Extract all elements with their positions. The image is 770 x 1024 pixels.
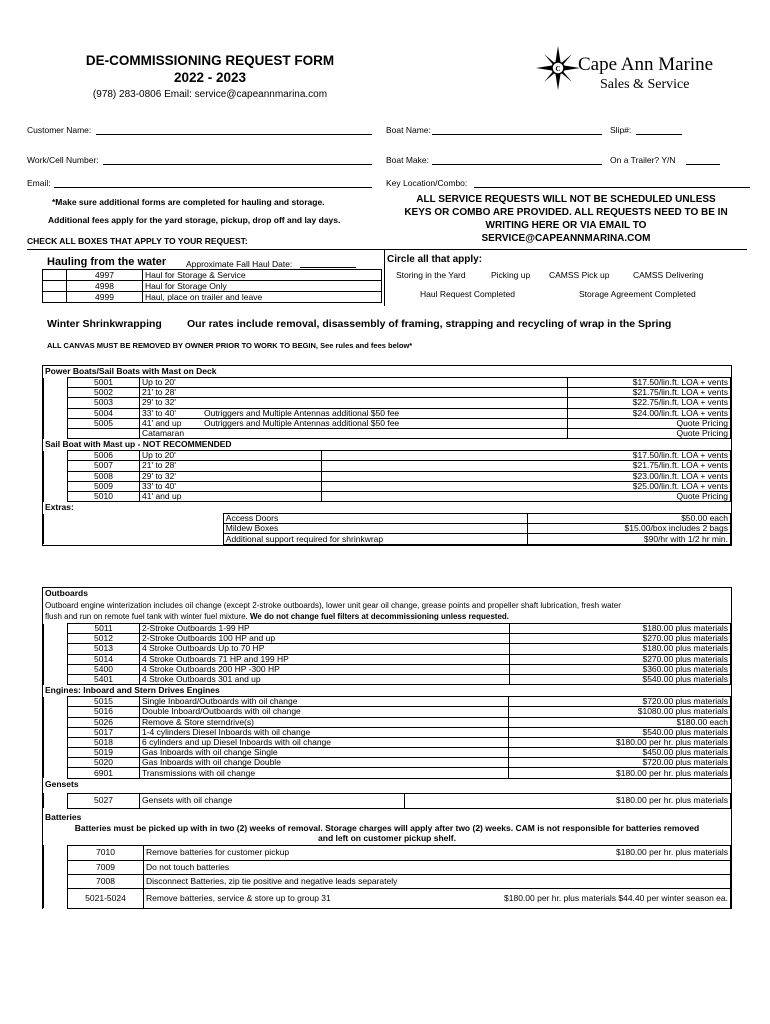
desc-text: Catamaran xyxy=(142,428,185,439)
work-cell-label: Work/Cell Number: xyxy=(27,155,99,165)
option-storage-agreement[interactable]: Storage Agreement Completed xyxy=(579,289,696,299)
price-cell: $21.75/lin.ft. LOA + vents xyxy=(567,388,730,398)
email-field[interactable] xyxy=(54,187,372,188)
code-cell: 6901 xyxy=(68,768,140,778)
table-row xyxy=(44,418,731,428)
engines-heading: Engines: Inboard and Stern Drives Engines xyxy=(45,685,220,696)
customer-name-field[interactable] xyxy=(96,134,372,135)
batteries-note xyxy=(43,823,731,845)
canvas-note: ALL CANVAS MUST BE REMOVED BY OWNER PRIOR TO WORK TO BEGIN, See rules and fees below* xyxy=(47,341,413,350)
batteries-heading: Batteries xyxy=(45,811,82,822)
checkbox-cell[interactable] xyxy=(43,292,67,303)
checkbox-cell[interactable] xyxy=(44,461,68,471)
checkbox-cell[interactable] xyxy=(44,845,68,860)
logo-name: Cape Ann Marine xyxy=(578,54,714,75)
code-cell: 4997 xyxy=(67,270,143,281)
outboards-desc-line: Outboard engine winterization includes oil change (except 2-stroke outboards), lower unit gear oil change, grease points and propeller shaft lubrication, fresh water xyxy=(45,601,621,610)
table-row xyxy=(44,461,731,471)
price-cell xyxy=(454,874,731,888)
table-row xyxy=(44,624,731,634)
checkbox-cell[interactable] xyxy=(44,793,68,808)
price-cell: $720.00 plus materials xyxy=(508,758,730,768)
code-cell: 5003 xyxy=(68,398,140,408)
desc-cell: 1-4 cylinders Diesel Inboards with oil change xyxy=(140,727,509,737)
haul-date-label: Approximate Fall Haul Date: xyxy=(186,259,293,269)
desc-cell xyxy=(140,378,568,388)
price-cell: $180.00 each xyxy=(508,717,730,727)
price-cell: $180.00 plus materials xyxy=(510,624,731,634)
code-cell: 5021-5024 xyxy=(68,888,144,908)
compass-rose-icon xyxy=(536,46,580,90)
extra-text: Outriggers and Multiple Antennas additional $50 fee xyxy=(204,417,400,428)
desc-cell xyxy=(140,388,568,398)
price-cell: $17.50/lin.ft. LOA + vents xyxy=(567,378,730,388)
table-row xyxy=(44,874,731,888)
table-row xyxy=(44,378,731,388)
note-make-sure: *Make sure additional forms are completed for hauling and storage. xyxy=(52,197,325,207)
checkbox-cell[interactable] xyxy=(44,644,68,654)
price-cell: $270.00 plus materials xyxy=(510,634,731,644)
desc-cell: 4 Stroke Outboards 71 HP and 199 HP xyxy=(140,654,510,664)
batteries-note-line: and left on customer pickup shelf. xyxy=(318,832,456,843)
desc-text: 33' to 40' xyxy=(142,407,176,418)
price-cell: $540.00 plus materials xyxy=(508,727,730,737)
trailer-field[interactable] xyxy=(686,164,720,165)
desc-cell: Gas Inboards with oil change Double xyxy=(140,758,509,768)
desc-cell: Disconnect Batteries, zip tie positive and negative leads separately xyxy=(144,874,454,888)
checkbox-cell[interactable] xyxy=(44,378,68,388)
table-row xyxy=(44,860,731,874)
sail-boats-table xyxy=(43,450,731,502)
price-cell: $50.00 each xyxy=(527,514,730,524)
code-cell: 5009 xyxy=(68,481,140,491)
code-cell: 5010 xyxy=(68,491,140,501)
price-cell: Quote Pricing xyxy=(321,491,730,501)
desc-cell: Remove batteries, service & store up to group 31 xyxy=(144,888,454,908)
checkbox-cell[interactable] xyxy=(44,758,68,768)
price-cell: $17.50/lin.ft. LOA + vents xyxy=(321,451,730,461)
code-cell: 5015 xyxy=(68,697,140,707)
contact-line: (978) 283-0806 Email: service@capeannmarina.com xyxy=(92,89,328,100)
engines-table xyxy=(43,696,731,779)
extras-table xyxy=(43,513,731,545)
shrink-title: Winter Shrinkwrapping xyxy=(47,318,162,330)
table-row xyxy=(44,664,731,674)
service-notice-line: SERVICE@CAPEANNMARINA.COM xyxy=(481,233,651,244)
desc-cell: Do not touch batteries xyxy=(144,860,454,874)
desc-cell: Haul for Storage & Service xyxy=(143,270,382,281)
code-cell: 5014 xyxy=(68,654,140,664)
checkbox-cell[interactable] xyxy=(44,717,68,727)
table-row xyxy=(44,748,731,758)
price-cell: $22.75/lin.ft. LOA + vents xyxy=(567,398,730,408)
extra-text: Outriggers and Multiple Antennas additional $50 fee xyxy=(204,407,400,418)
code-cell: 5008 xyxy=(68,471,140,481)
code-cell: 5018 xyxy=(68,737,140,747)
work-cell-field[interactable] xyxy=(103,164,372,165)
code-cell: 5005 xyxy=(68,418,140,428)
price-cell: $180.00 plus materials xyxy=(510,644,731,654)
price-cell: Quote Pricing xyxy=(567,418,730,428)
desc-cell xyxy=(140,418,568,428)
checkbox-cell[interactable] xyxy=(44,634,68,644)
price-cell: $180.00 per hr. plus materials $44.40 per winter season ea. xyxy=(454,888,731,908)
checkbox-cell[interactable] xyxy=(44,624,68,634)
email-label: Email: xyxy=(27,178,51,188)
outboards-desc-bold: We do not change fuel filters at decommissioning unless requested. xyxy=(250,612,510,621)
table-row xyxy=(44,481,731,491)
desc-cell: 41' and up xyxy=(140,491,322,501)
code-cell: 5011 xyxy=(68,624,140,634)
form-year: 2022 - 2023 xyxy=(173,70,247,85)
service-notice-line: KEYS OR COMBO ARE PROVIDED. ALL REQUESTS NEED TO BE IN xyxy=(404,207,728,218)
code-cell: 5006 xyxy=(68,451,140,461)
table-row xyxy=(44,534,731,544)
desc-cell: 33' to 40' xyxy=(140,481,322,491)
desc-cell: 2-Stroke Outboards 100 HP and up xyxy=(140,634,510,644)
desc-cell: 21' to 28' xyxy=(140,461,322,471)
customer-name-label: Customer Name: xyxy=(27,125,92,135)
price-cell: $720.00 plus materials xyxy=(508,697,730,707)
desc-cell: Gensets with oil change xyxy=(140,793,405,808)
price-cell: $180.00 per hr. plus materials xyxy=(405,793,731,808)
code-cell: 5002 xyxy=(68,388,140,398)
desc-cell: Gas Inboards with oil change Single xyxy=(140,748,509,758)
code-cell: 5004 xyxy=(68,408,140,418)
desc-cell: Access Doors xyxy=(223,514,527,524)
checkbox-cell[interactable] xyxy=(44,654,68,664)
code-cell: 7008 xyxy=(68,874,144,888)
table-row xyxy=(44,758,731,768)
desc-cell: 4 Stroke Outboards 301 and up xyxy=(140,674,510,684)
code-cell xyxy=(68,428,140,438)
checkbox-cell[interactable] xyxy=(43,281,67,292)
checkbox-cell[interactable] xyxy=(44,471,68,481)
table-row xyxy=(44,398,731,408)
checkbox-cell[interactable] xyxy=(44,727,68,737)
shrink-section xyxy=(42,365,732,546)
code-cell: 5401 xyxy=(68,674,140,684)
desc-cell: Additional support required for shrinkwrap xyxy=(223,534,527,544)
table-row xyxy=(44,707,731,717)
code-cell: 7010 xyxy=(68,845,144,860)
batteries-note-line: Batteries must be picked up with in two (2) weeks of removal. Storage charges will apply after two (2) weeks. CAM is not responsible for batteries removed xyxy=(74,822,700,833)
checkbox-cell[interactable] xyxy=(44,451,68,461)
table-row xyxy=(44,768,731,778)
svg-text:C: C xyxy=(555,65,561,73)
table-row xyxy=(44,451,731,461)
code-cell: 5019 xyxy=(68,748,140,758)
table-row xyxy=(44,388,731,398)
table-row xyxy=(44,428,731,438)
shrink-subtitle: Our rates include removal, disassembly of framing, strapping and recycling of wrap in the Spring xyxy=(187,318,672,330)
engine-section xyxy=(42,587,732,909)
table-row xyxy=(44,644,731,654)
table-row xyxy=(44,737,731,747)
price-cell: $450.00 plus materials xyxy=(508,748,730,758)
table-row xyxy=(44,845,731,860)
checkbox-cell[interactable] xyxy=(44,408,68,418)
boat-name-field[interactable] xyxy=(432,134,602,135)
table-row xyxy=(44,634,731,644)
gensets-heading: Gensets xyxy=(45,778,79,789)
price-cell: $1080.00 plus materials xyxy=(508,707,730,717)
price-cell: Quote Pricing xyxy=(567,428,730,438)
desc-cell xyxy=(140,408,568,418)
desc-cell: Single Inboard/Outboards with oil change xyxy=(140,697,509,707)
desc-cell: 6 cylinders and up Diesel Inboards with oil change xyxy=(140,737,509,747)
checkbox-cell[interactable] xyxy=(44,860,68,874)
slip-label: Slip#: xyxy=(610,125,632,135)
outboards-desc-text: flush and run on remote fuel tank with winter fuel mixture. xyxy=(45,612,250,621)
table-row xyxy=(44,888,731,908)
service-notice xyxy=(386,193,746,245)
power-boats-heading: Power Boats/Sail Boats with Mast on Deck xyxy=(45,366,217,376)
desc-cell: Remove & Store sterndrive(s) xyxy=(140,717,509,727)
desc-cell: Mildew Boxes xyxy=(223,524,527,534)
table-row xyxy=(44,674,731,684)
checkbox-cell[interactable] xyxy=(44,697,68,707)
hauling-table xyxy=(42,269,382,303)
price-cell: $23.00/lin.ft. LOA + vents xyxy=(321,471,730,481)
table-row xyxy=(43,281,382,292)
sail-boats-heading: Sail Boat with Mast up - NOT RECOMMENDED xyxy=(45,439,232,450)
table-row xyxy=(43,270,382,281)
code-cell: 4999 xyxy=(67,292,143,303)
table-row xyxy=(44,793,731,808)
checkbox-cell[interactable] xyxy=(44,428,68,438)
divider xyxy=(384,250,385,306)
checkbox-cell[interactable] xyxy=(44,674,68,684)
table-row xyxy=(44,654,731,664)
table-row xyxy=(44,717,731,727)
code-cell: 7009 xyxy=(68,860,144,874)
code-cell: 5001 xyxy=(68,378,140,388)
key-location-label: Key Location/Combo: xyxy=(386,178,468,188)
outboards-description xyxy=(43,599,731,623)
outboards-heading: Outboards xyxy=(45,588,88,598)
option-storing[interactable]: Storing in the Yard xyxy=(396,270,466,280)
checkbox-cell[interactable] xyxy=(44,737,68,747)
checkbox-cell[interactable] xyxy=(44,398,68,408)
checkbox-cell[interactable] xyxy=(44,481,68,491)
outboards-table xyxy=(43,623,731,685)
code-cell: 5017 xyxy=(68,727,140,737)
desc-cell: Double Inboard/Outboards with oil change xyxy=(140,707,509,717)
desc-cell: Transmissions with oil change xyxy=(140,768,509,778)
checkbox-cell[interactable] xyxy=(44,514,224,524)
checkbox-cell[interactable] xyxy=(43,270,67,281)
desc-cell: Up to 20' xyxy=(140,451,322,461)
option-camss-pickup[interactable]: CAMSS Pick up xyxy=(549,270,610,280)
price-cell: $90/hr with 1/2 hr min. xyxy=(527,534,730,544)
checkbox-cell[interactable] xyxy=(44,418,68,428)
code-cell: 5020 xyxy=(68,758,140,768)
code-cell: 5013 xyxy=(68,644,140,654)
checkbox-cell[interactable] xyxy=(44,707,68,717)
code-cell: 5027 xyxy=(68,793,140,808)
haul-date-field[interactable] xyxy=(300,267,356,268)
desc-text: 41' and up xyxy=(142,417,182,428)
desc-text: 21' to 28' xyxy=(142,387,176,398)
table-row xyxy=(44,727,731,737)
checkbox-cell[interactable] xyxy=(44,491,68,501)
outboards-desc-line xyxy=(45,611,729,622)
desc-cell: 4 Stroke Outboards Up to 70 HP xyxy=(140,644,510,654)
price-cell: $24.00/lin.ft. LOA + vents xyxy=(567,408,730,418)
table-row xyxy=(44,408,731,418)
checkbox-cell[interactable] xyxy=(44,768,68,778)
price-cell: $270.00 plus materials xyxy=(510,654,731,664)
circle-title: Circle all that apply: xyxy=(387,254,483,265)
hauling-title: Hauling from the water xyxy=(47,256,167,268)
gensets-table xyxy=(43,793,731,809)
desc-cell: Haul for Storage Only xyxy=(143,281,382,292)
table-row xyxy=(44,491,731,501)
desc-text: Up to 20' xyxy=(142,377,176,388)
option-picking-up[interactable]: Picking up xyxy=(491,270,531,280)
checkbox-cell[interactable] xyxy=(44,524,224,534)
boat-make-label: Boat Make: xyxy=(386,155,429,165)
code-cell: 5012 xyxy=(68,634,140,644)
checkbox-cell[interactable] xyxy=(44,748,68,758)
check-all-heading: CHECK ALL BOXES THAT APPLY TO YOUR REQUEST: xyxy=(27,236,248,246)
code-cell: 5400 xyxy=(68,664,140,674)
code-cell: 5007 xyxy=(68,461,140,471)
batteries-table xyxy=(43,845,731,909)
desc-cell: 29' to 32' xyxy=(140,471,322,481)
price-cell: $15.00/box includes 2 bags xyxy=(527,524,730,534)
desc-cell: 4 Stroke Outboards 200 HP -300 HP xyxy=(140,664,510,674)
service-notice-line: WRITING HERE OR VIA EMAIL TO xyxy=(485,220,647,231)
code-cell: 4998 xyxy=(67,281,143,292)
note-fees: Additional fees apply for the yard storage, pickup, drop off and lay days. xyxy=(48,215,341,225)
price-cell xyxy=(454,860,731,874)
code-cell: 5016 xyxy=(68,707,140,717)
checkbox-cell[interactable] xyxy=(44,888,68,908)
slip-field[interactable] xyxy=(636,134,682,135)
desc-cell: Haul, place on trailer and leave xyxy=(143,292,382,303)
trailer-label: On a Trailer? Y/N xyxy=(610,155,676,165)
price-cell: $25.00/lin.ft. LOA + vents xyxy=(321,481,730,491)
logo-tagline: Sales & Service xyxy=(600,77,690,92)
table-row xyxy=(44,471,731,481)
extras-heading: Extras: xyxy=(45,502,74,513)
desc-cell xyxy=(140,428,568,438)
desc-cell xyxy=(140,398,568,408)
price-cell: $180.00 per hr. plus materials xyxy=(508,768,730,778)
code-cell: 5026 xyxy=(68,717,140,727)
desc-text: 29' to 32' xyxy=(142,397,176,408)
boat-make-field[interactable] xyxy=(432,164,602,165)
table-row xyxy=(44,514,731,524)
checkbox-cell[interactable] xyxy=(44,388,68,398)
checkbox-cell[interactable] xyxy=(44,664,68,674)
desc-cell: 2-Stroke Outboards 1-99 HP xyxy=(140,624,510,634)
table-row xyxy=(43,292,382,303)
table-row xyxy=(44,697,731,707)
service-notice-line: ALL SERVICE REQUESTS WILL NOT BE SCHEDULED UNLESS xyxy=(416,194,716,205)
divider xyxy=(27,249,747,250)
form-title: DE-COMMISSIONING REQUEST FORM xyxy=(85,53,335,68)
price-cell: $180.00 per hr. plus materials xyxy=(454,845,731,860)
option-haul-request[interactable]: Haul Request Completed xyxy=(420,289,515,299)
option-camss-delivering[interactable]: CAMSS Delivering xyxy=(633,270,704,280)
price-cell: $540.00 plus materials xyxy=(510,674,731,684)
boat-name-label: Boat Name: xyxy=(386,125,431,135)
table-row xyxy=(44,524,731,534)
price-cell: $360.00 plus materials xyxy=(510,664,731,674)
checkbox-cell[interactable] xyxy=(44,874,68,888)
key-location-field[interactable] xyxy=(474,187,750,188)
power-boats-table xyxy=(43,377,731,439)
checkbox-cell[interactable] xyxy=(44,534,224,544)
price-cell: $21.75/lin.ft. LOA + vents xyxy=(321,461,730,471)
desc-cell: Remove batteries for customer pickup xyxy=(144,845,454,860)
price-cell: $180.00 per hr. plus materials xyxy=(508,737,730,747)
